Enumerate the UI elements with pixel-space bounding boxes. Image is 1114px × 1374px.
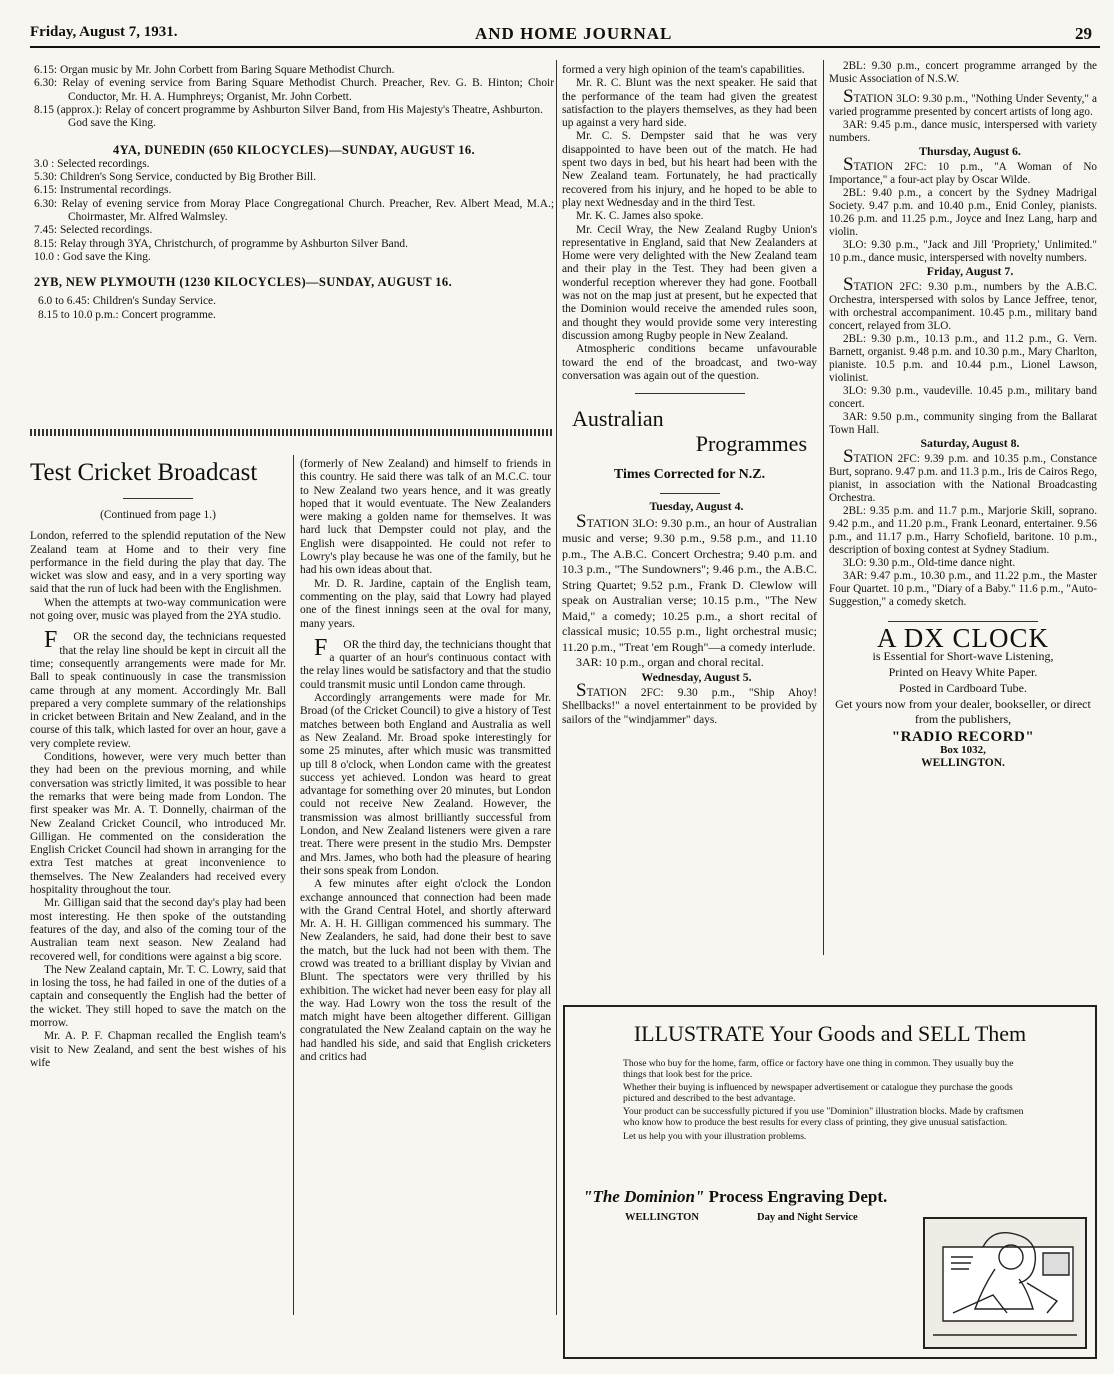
cricket-para: Conditions, however, were very much better than they had been on the previous morning, and while conversation was strictly limited, it was possible to hear the remarks that were being made from London. The first speaker was Mr. A. T. Donnelly, chairman of the New Zealand Cricket Council, who introduced Mr. Gilligan. He commented on the consideration the English Cricket Council had shown in arranging for the extra Test matches at great inconvenience to themselves. The New Zealanders had received every hospitality throughout the tour. [30, 751, 286, 897]
aus-entry: 3LO: 9.30 p.m., "Jack and Jill 'Propriety,' Unlimited." 10 p.m., dance music, interspersed with novelty numbers. [829, 239, 1097, 264]
sched4ya-3: 6.30: Relay of evening service from Moray Place Congregational Church. Preacher, Rev. Albert Mead, M.A.; Choirmaster, Mr. Alfred Walmsley. [34, 197, 554, 223]
ad-text: Whether their buying is influenced by newspaper advertisement or catalogue they purchase the goods pictured and described to the best advantage. [623, 1082, 1013, 1104]
dx-city: WELLINGTON. [921, 757, 1005, 769]
australian-programmes [562, 406, 817, 727]
heading-4ya: 4YA, DUNEDIN (650 KILOCYCLES)—SUNDAY, AUGUST 16. [112, 143, 476, 158]
aus-title-1: Australian [572, 406, 664, 432]
ad-text: Those who buy for the home, farm, office or factory have one thing in common. They usually buy the things that look best for the price. [623, 1058, 1014, 1080]
day-friday: Friday, August 7. [926, 264, 1014, 278]
cricket-para: FOR the third day, the technicians thought that a quarter of an hour's continuous contact with the relay lines would be satisfactory and that the studio could transmit music until London came through. [300, 634, 551, 691]
cricket-para: London, referred to the splendid reputation of the New Zealand team at Home and to their very fine performance in the field during the play that day. The wicket was slow and easy, and in a very sporting way said that the run of luck had been with the Englishmen. [30, 530, 286, 596]
cricket-col-2 [300, 458, 551, 1064]
page-number: 29 [1075, 24, 1092, 43]
cricket-para: Mr. Gilligan said that the second day's play had been most interesting. He then spoke of the outstanding features of the day, and also of the coming tour of the Australian team next season. New Zealand had recovered well, for conditions were against a big score. [30, 897, 286, 963]
sched4ya-1: 5.30: Children's Song Service, conducted by Big Brother Bill. [34, 171, 317, 184]
aus-entry: 2BL: 9.35 p.m. and 11.7 p.m., Marjorie Skill, soprano. 9.42 p.m., and 11.20 p.m., Frank Leonard, entertainer. 9.56 p.m., and 11.17 p.m., Harry Schofield, baritone. 10 p.m., description of boxing contest at Sydney Stadium. [829, 505, 1097, 556]
continued-note: (Continued from page 1.) [100, 509, 216, 521]
radio-record: "RADIO RECORD" [891, 729, 1035, 745]
headline-rule [123, 498, 193, 499]
sched3ya-0: 6.15: Organ music by Mr. John Corbett from Baring Square Methodist Church. [34, 64, 395, 76]
section-rule [888, 621, 1038, 622]
ad-city: WELLINGTON [625, 1212, 699, 1223]
dx-line: is Essential for Short-wave Listening, [872, 649, 1054, 663]
column-rule [823, 60, 824, 955]
ad-engraving-dept: "The Dominion" Process Engraving Dept. [583, 1187, 888, 1206]
aus-entry: 3AR: 9.47 p.m., 10.30 p.m., and 11.22 p.m., the Master Four Quartet. 10 p.m., "Diary of a Baby." 11.6 p.m., "Auto-Suggestion," a comedy sketch. [829, 570, 1097, 608]
dx-title: A DX CLOCK [876, 623, 1049, 653]
aus-entry: 2BL: 9.40 p.m., a concert by the Sydney Madrigal Society. 9.47 p.m. and 10.40 p.m., Enid Conley, pianists. 10.26 p.m. and 11.25 p.m., Joyce and Inez Lang, harp and violin. [829, 187, 1097, 238]
aus-entry: STATION 2FC: 9.39 p.m. and 10.35 p.m., Constance Burt, soprano. 9.47 p.m. and 11.3 p.m., Iris de Cairos Rego, pianist, in association with the National Broadcasting Orchestra. [829, 446, 1097, 504]
cricket-headline: Test Cricket Broadcast [30, 459, 258, 486]
sched4ya-6: 10.0 : God save the King. [34, 250, 151, 263]
page-header [30, 20, 1100, 48]
cricket-para: Mr. D. R. Jardine, captain of the English team, commenting on the play, said that Lowry had played one of the finest innings seen at the oval for many, many years. [300, 577, 551, 630]
sched3ya-3: God save the King. [68, 117, 156, 130]
dx-clock-ad [829, 623, 1097, 770]
aus-entry: 3LO: 9.30 p.m., Old-time dance night. [843, 557, 1016, 569]
ad-text: Let us help you with your illustration problems. [623, 1130, 807, 1142]
sched4ya-2: 6.15: Instrumental recordings. [34, 184, 172, 197]
section-divider [30, 429, 553, 436]
cricket-para: FOR the second day, the technicians requested that the relay line should be kept in circuit all the time; consequently arrangements were made for Mr. Ball to speak continuously in case the transmission came through at any moment. Accordingly Mr. Ball prepared a very complete summary of the relationships in cricket between Britain and New Zealand, and in the course of this talk, which lasted for over an hour, gave a very complete review. [30, 627, 286, 750]
engraver-illustration-icon [923, 1217, 1087, 1349]
dx-line: Posted in Cardboard Tube. [898, 681, 1027, 695]
sched3ya-2: 8.15 (approx.): Relay of concert programme by Ashburton Silver Band, from His Majesty's Theatre, Ashburton. [34, 103, 543, 116]
header-date: Friday, August 7, 1931. [30, 24, 178, 40]
cricket-para: Mr. K. C. James also spoke. [576, 210, 704, 223]
aus-entry: 2BL: 9.30 p.m., concert programme arranged by the Music Association of N.S.W. [829, 60, 1097, 85]
heading-2yb: 2YB, NEW PLYMOUTH (1230 KILOCYCLES)—SUNDAY, AUGUST 16. [34, 275, 453, 290]
aus-entry: STATION 3LO: 9.30 p.m., an hour of Australian music and verse; 9.30 p.m., 9.58 p.m., and 11.10 p.m., The A.B.C. Concert Orchestra; 9.40 p.m. and 10.3 p.m., "The Sundowners"; 9.46 p.m., the A.B.C. String Quartet; 9.52 p.m., Frank D. Clewlow will speak on Australian verse; 10.15 p.m., "The New Maid," a comedy; 10.25 p.m., a short recital of classical music; 10.55 p.m., light orchestral music; 11.20 p.m., "Treat 'em Rough"—a comedy interlude. [562, 510, 817, 654]
aus-subtitle: Times Corrected for N.Z. [613, 467, 766, 483]
section-rule [635, 393, 745, 394]
cricket-para: When the attempts at two-way communication were not going over, music was played from the 2YA studio. [30, 596, 286, 623]
sched2yb-1: 8.15 to 10.0 p.m.: Concert programme. [38, 308, 216, 321]
sched3ya-1: 6.30: Relay of evening service from Baring Square Methodist Church. Preacher, Rev. G. B. Hinton; Choir Conductor, Mr. H. A. Humphreys; Organist, Mr. John Corbett. [34, 77, 554, 103]
cricket-col-1 [30, 452, 286, 1070]
sched2yb-0: 6.0 to 6.45: Children's Sunday Service. [38, 295, 216, 308]
header-title: AND HOME JOURNAL [475, 24, 673, 43]
cricket-para: Atmospheric conditions became unfavourable toward the end of the broadcast, and two-way conversation was again out of the question. [562, 343, 817, 382]
aus-entry: 3AR: 9.45 p.m., dance music, interspersed with variety numbers. [829, 119, 1097, 144]
cricket-para: Mr. Cecil Wray, the New Zealand Rugby Union's representative in England, said that New Zealanders at Home were very delighted with the New Zealand team and their play in the Test. They had been given a wonderful reception wherever they had gone. Football was not on the map just at present, but he expected that the Dominion would receive the amended rules soon, and thought they would provide some very interesting discussion among Rugby people in New Zealand. [562, 223, 817, 342]
day-wednesday: Wednesday, August 5. [641, 669, 752, 684]
day-tuesday: Tuesday, August 4. [649, 499, 744, 514]
aus-entry: STATION 2FC: 10 p.m., "A Woman of No Importance," a four-act play by Oscar Wilde. [829, 154, 1097, 186]
aus-entry: STATION 2FC: 9.30 p.m., "Ship Ahoy! Shellbacks!" a novel entertainment to be provided by sailors of the "windjammer" days. [562, 680, 817, 726]
cricket-para: Mr. R. C. Blunt was the next speaker. He said that the performance of the team had given the greatest satisfaction to the players themselves, as they had been up against a very hard side. [562, 77, 817, 130]
sched4ya-4: 7.45: Selected recordings. [34, 224, 153, 237]
aus-entry: STATION 2FC: 9.30 p.m., numbers by the A.B.C. Orchestra, interspersed with solos by Lance Jeffree, tenor, with orchestral accompaniment. 10.45 p.m., military band concert, relayed from 3LO. [829, 274, 1097, 332]
dx-line: Printed on Heavy White Paper. [888, 665, 1038, 679]
ad-service: Day and Night Service [757, 1212, 858, 1223]
cricket-para: Mr. A. P. F. Chapman recalled the English team's visit to New Zealand, and sent the best wishes of his wife [30, 1030, 286, 1069]
cricket-para: Accordingly arrangements were made for Mr. Broad (of the Cricket Council) to give a history of Test matches between both England and Australia as well as New Zealand. Mr. Broad spoke interestingly for some 25 minutes, after which music was transmitted up till 8 o'clock, when London came with the greatest success yet achieved. London was heard to great advantage for something over 20 minutes, but London could not receive New Zealand. However, the transmission was almost brilliantly successful from London, and New Zealand listeners were given a rare treat. There were present in the studio Mrs. Dempster and Mrs. James, who both had the pleasure of hearing their sons speak from London. [300, 692, 551, 877]
program-schedules [34, 64, 554, 322]
cricket-para: (formerly of New Zealand) and himself to friends in this country. He said there was talk of an M.C.C. tour to New Zealand two years hence, and it was greatly hoped that it would eventuate. The New Zealanders were making a golden name for themselves. It was hard luck that Dempster could not play, and the English were disappointed. He could not refer to Lowry's play because he was one of the family, but he had his own ideas about that. [300, 458, 551, 577]
day-saturday: Saturday, August 8. [920, 436, 1020, 450]
column-rule [556, 60, 557, 1315]
cricket-para: Mr. C. S. Dempster said that he was very disappointed to have been out of the match. He had spent two days in bed, but his heart had been with the New Zealand team. Fortunately, he had practically recovered from his injury, and he hoped to be able to play next Wednesday and in the third Test. [562, 130, 817, 209]
aus-entry: 3AR: 10 p.m., organ and choral recital. [576, 655, 764, 670]
column-rule [293, 455, 294, 1315]
ad-text: Your product can be successfully pictured if you use "Dominion" illustration blocks. Made by craftsmen who know how to produce the best results for every class of printing, they give unusual satisfaction. [623, 1106, 1024, 1128]
cricket-para: formed a very high opinion of the team's capabilities. [562, 64, 805, 76]
dx-box: Box 1032, [940, 744, 986, 756]
cricket-col-3 [562, 64, 817, 727]
sched4ya-0: 3.0 : Selected recordings. [34, 157, 150, 170]
day-thursday: Thursday, August 6. [919, 144, 1021, 158]
aus-entry: 2BL: 9.30 p.m., 10.13 p.m., and 11.2 p.m., G. Vern. Barnett, organist. 9.48 p.m. and 10.30 p.m., Mary Charlton, pianiste. 10.5 p.m. and 10.44 p.m., Lionel Lawson, violinist. [829, 333, 1097, 384]
aus-col-4 [829, 60, 1097, 770]
subtitle-rule [660, 493, 720, 494]
ad-headline: ILLUSTRATE Your Goods and SELL Them [633, 1021, 1027, 1046]
engraving-advert [563, 1005, 1097, 1359]
aus-title-2: Programmes [695, 431, 807, 457]
dx-line: Get yours now from your dealer, bookseller, or direct from the publishers, [835, 697, 1091, 726]
dominion-mark: "The Dominion" [583, 1187, 705, 1206]
aus-entry: STATION 3LO: 9.30 p.m., "Nothing Under Seventy," a varied programme presented by concert artists of long ago. [829, 86, 1097, 118]
aus-entry: 3AR: 9.50 p.m., community singing from the Ballarat Town Hall. [829, 411, 1097, 436]
sched4ya-5: 8.15: Relay through 3YA, Christchurch, of programme by Ashburton Silver Band. [34, 237, 408, 250]
cricket-para: The New Zealand captain, Mr. T. C. Lowry, said that in losing the toss, he had failed in one of the duties of a captain and consequently the English had the better of the wicket. They still hoped to save the match on the morrow. [30, 963, 286, 1029]
aus-entry: 3LO: 9.30 p.m., vaudeville. 10.45 p.m., military band concert. [829, 385, 1097, 410]
cricket-para: A few minutes after eight o'clock the London exchange announced that connection had been made with the Grand Central Hotel, and shortly afterward Mr. A. H. H. Gilligan commenced his summary. The New Zealanders, he said, had done their best to save the match, but the luck had not been with them. The crowd was treated to a brilliant display by Vivian and Blunt. The spectators were very thrilled by his exhibition. The wicket had never been easy for play all the way. Had Lowry won the toss the result of the match might have been altogether different. Gilligan congratulated the New Zealand captain on the way he had handled his side, and said that English cricketers and critics had [300, 878, 551, 1064]
